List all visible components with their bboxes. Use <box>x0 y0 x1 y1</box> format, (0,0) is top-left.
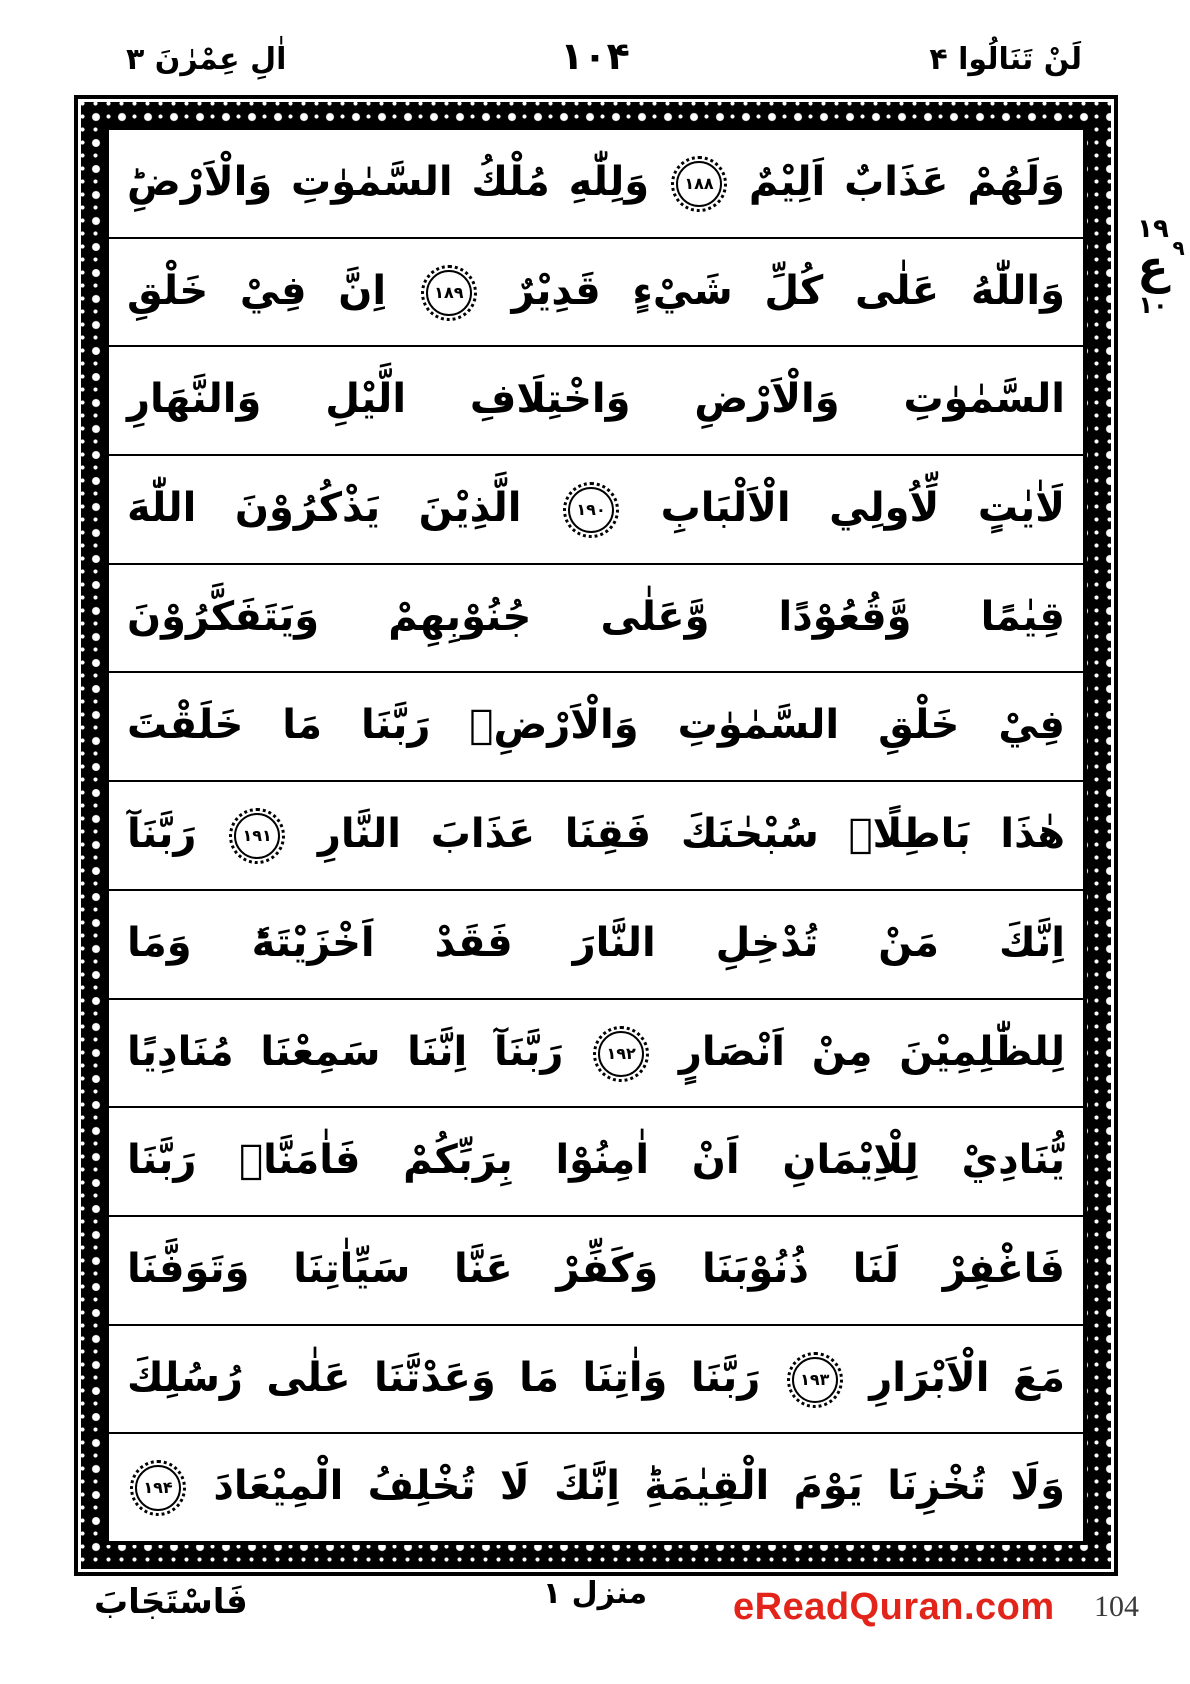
footer-page-number: 104 <box>1094 1590 1139 1623</box>
quran-text-block <box>105 126 1087 1545</box>
header-juz-label: لَنْ تَنَالُوا ۴ <box>929 42 1082 77</box>
ornamental-frame <box>74 95 1118 1576</box>
quran-line-2: وَاللّٰهُ عَلٰى كُلِّ شَيْءٍ قَدِيْرٌ ١٨٩ اِنَّ فِيْ خَلْقِ <box>109 239 1083 348</box>
quran-line-1: وَلَهُمْ عَذَابٌ اَلِيْمٌ ١٨٨ وَلِلّٰهِ مُلْكُ السَّمٰوٰتِ وَالْاَرْضِؕ <box>109 130 1083 239</box>
ayah-marker-194: ١٩۴ <box>135 1465 181 1511</box>
quran-line-7: هٰذَا بَاطِلًاۚ سُبْحٰنَكَ فَقِنَا عَذَابَ النَّارِ ١٩١ رَبَّنَآ <box>109 782 1083 891</box>
quran-line-10: يُّنَادِيْ لِلْاِيْمَانِ اَنْ اٰمِنُوْا بِرَبِّكُمْ فَاٰمَنَّاۖ رَبَّنَا <box>109 1108 1083 1217</box>
ruku-number-bottom: ١٠ <box>1138 291 1168 319</box>
ruku-marker <box>1124 214 1185 319</box>
quran-line-4: لَاٰيٰتٍ لِّاُولِي الْاَلْبَابِ ١٩٠ الَّذِيْنَ يَذْكُرُوْنَ اللّٰهَ <box>109 456 1083 565</box>
ruku-number-top: ١٩ <box>1137 214 1169 244</box>
ornament-band <box>81 102 1111 1569</box>
header-surah-label: اٰلِ عِمْرٰنَ ٣ <box>126 42 287 77</box>
ruku-ain-glyph: ع ٩ <box>1137 236 1185 294</box>
header-page-number-arabic: ١٠۴ <box>560 34 630 78</box>
footer-catchword: فَاسْتَجَابَ <box>94 1582 248 1622</box>
ayah-marker-189: ١٨٩ <box>426 270 472 316</box>
ruku-count: ٩ <box>1172 236 1185 260</box>
quran-line-12: مَعَ الْاَبْرَارِ ١٩٣ رَبَّنَا وَاٰتِنَا مَا وَعَدْتَّنَا عَلٰى رُسُلِكَ <box>109 1326 1083 1435</box>
quran-line-6: فِيْ خَلْقِ السَّمٰوٰتِ وَالْاَرْضِۚ رَبَّنَا مَا خَلَقْتَ <box>109 673 1083 782</box>
footer-manzil-label: منزل ١ <box>542 1576 648 1611</box>
quran-line-13: وَلَا تُخْزِنَا يَوْمَ الْقِيٰمَةِؕ اِنَّكَ لَا تُخْلِفُ الْمِيْعَادَ ١٩۴ <box>109 1434 1083 1541</box>
quran-line-5: قِيٰمًا وَّقُعُوْدًا وَّعَلٰى جُنُوْبِهِمْ وَيَتَفَكَّرُوْنَ <box>109 565 1083 674</box>
quran-line-8: اِنَّكَ مَنْ تُدْخِلِ النَّارَ فَقَدْ اَخْزَيْتَهٗؕ وَمَا <box>109 891 1083 1000</box>
ayah-marker-188: ١٨٨ <box>676 161 722 207</box>
footer-brand-link[interactable]: eReadQuran.com <box>733 1586 1055 1628</box>
ayah-marker-190: ١٩٠ <box>568 487 614 533</box>
quran-line-9: لِلظّٰلِمِيْنَ مِنْ اَنْصَارٍ ١٩٢ رَبَّنَآ اِنَّنَا سَمِعْنَا مُنَادِيًا <box>109 1000 1083 1109</box>
ayah-marker-192: ١٩٢ <box>598 1031 644 1077</box>
quran-line-3: السَّمٰوٰتِ وَالْاَرْضِ وَاخْتِلَافِ الَّيْلِ وَالنَّهَارِ <box>109 347 1083 456</box>
quran-line-11: فَاغْفِرْ لَنَا ذُنُوْبَنَا وَكَفِّرْ عَنَّا سَيِّاٰتِنَا وَتَوَفَّنَا <box>109 1217 1083 1326</box>
ayah-marker-193: ١٩٣ <box>792 1357 838 1403</box>
ayah-marker-191: ١٩١ <box>234 813 280 859</box>
